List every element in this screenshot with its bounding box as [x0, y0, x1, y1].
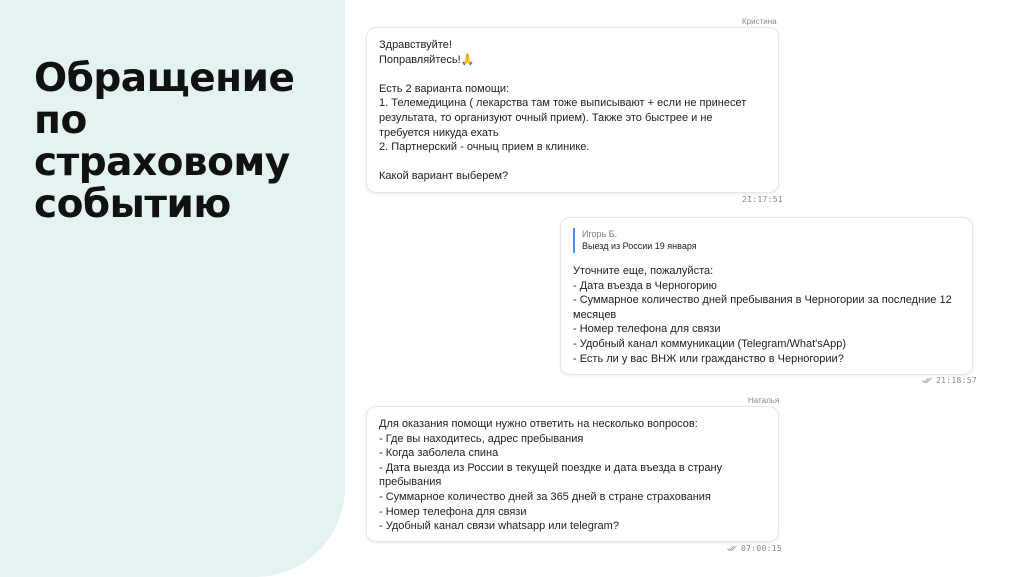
message-text: Здравствуйте! Поправляйтесь!🙏 Есть 2 варианта помощи: 1. Телемедицина ( лекарства там тоже выписывают + если не принесет результата, то организуют очный прием). Также это быстрее и не требуется никуда ехать 2. Партнерский - очныц прием в клинике. Какой вариант выберем? [379, 39, 747, 183]
sender-name: Кристина [742, 17, 777, 26]
message-bubble-incoming[interactable] [366, 406, 779, 542]
message-timestamp [922, 376, 977, 385]
sender-name: Наталья [748, 396, 780, 405]
message-timestamp: 21:17:51 [742, 195, 783, 204]
title-line: страховому [34, 140, 290, 185]
reply-quote[interactable] [573, 228, 697, 253]
reply-author: Игорь Б. [582, 229, 618, 239]
title-line: по [34, 98, 87, 143]
message-bubble-incoming[interactable] [366, 27, 779, 193]
title-line: Обращение [34, 56, 295, 101]
message-timestamp [727, 544, 782, 553]
message-time: 07:00:15 [741, 544, 782, 553]
message-text: Уточните еще, пожалуйста: - Дата въезда в Черногорию - Суммарное количество дней пребывания в Черногории за последние 12 месяцев - Номер телефона для связи - Удобный канал коммуникации (Telegram/What'sApp) - Есть ли у вас ВНЖ или гражданство в Черногории? [573, 265, 952, 365]
double-check-icon [727, 545, 738, 552]
slide-title [34, 58, 334, 226]
double-check-icon [922, 377, 933, 384]
title-line: событию [34, 182, 231, 227]
message-time: 21:18:57 [936, 376, 977, 385]
message-text: Для оказания помощи нужно ответить на несколько вопросов: - Где вы находитесь, адрес пребывания - Когда заболела спина - Дата выезда из России в текущей поездке и дата въезда в страну пребывания - Суммарное количество дней за 365 дней в стране страхования - Номер телефона для связи - Удобный канал связи whatsapp или telegram? [379, 418, 723, 533]
message-bubble-outgoing[interactable] [560, 217, 973, 375]
reply-text: Выезд из России 19 января [582, 241, 697, 251]
